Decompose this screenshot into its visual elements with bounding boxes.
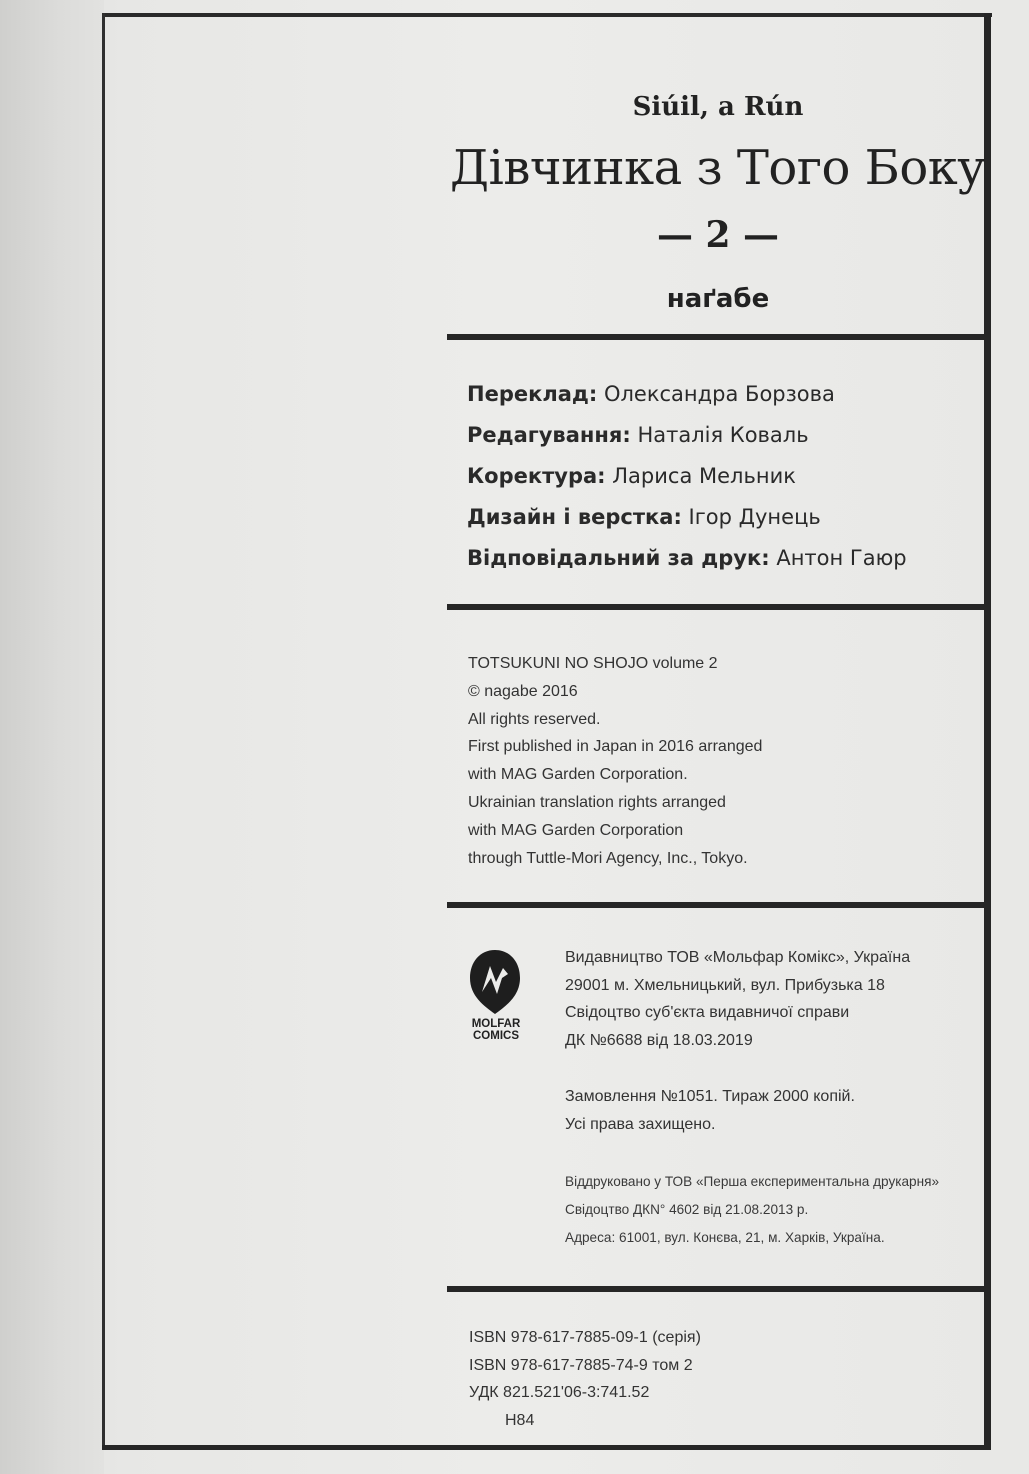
book-subtitle: Siúil, a Rún <box>632 92 804 122</box>
rights-line: Ukrainian translation rights arranged <box>468 793 726 811</box>
author-mark: Н84 <box>505 1411 535 1429</box>
frame-border-right <box>984 13 991 1449</box>
author-name: наґабе <box>666 284 770 314</box>
isbn-block <box>469 1324 869 1434</box>
volume-number: — 2 — <box>656 214 780 256</box>
printer-line: Віддруковано у ТОВ «Перша експериментальна друкарня» <box>565 1174 940 1189</box>
frame-border-top <box>102 13 992 17</box>
order-line: Замовлення №1051. Тираж 2000 копій. <box>565 1088 855 1105</box>
credit-print-manager: Відповідальний за друк: Антон Гаюр <box>467 546 907 570</box>
isbn-volume: ISBN 978-617-7885-74-9 том 2 <box>469 1356 693 1374</box>
book-title: Дівчинка з Того Боку <box>449 140 986 196</box>
publisher-line: 29001 м. Хмельницький, вул. Прибузька 18 <box>565 976 885 994</box>
molfar-lightning-logo-icon <box>468 948 522 1016</box>
publisher-info <box>565 944 975 1054</box>
rights-line: TOTSUKUNI NO SHOJO volume 2 <box>468 655 718 672</box>
frame-border-left <box>102 13 105 1449</box>
publisher-logo <box>468 948 528 1042</box>
page-gutter <box>0 0 104 1474</box>
credit-proofreading: Коректура: Лариса Мельник <box>467 464 796 488</box>
rights-line: with MAG Garden Corporation. <box>468 766 688 784</box>
publisher-line: ДК №6688 від 18.03.2019 <box>565 1031 753 1049</box>
logo-wordmark: MOLFAR COMICS <box>471 1018 521 1042</box>
frame-border-bottom <box>102 1445 991 1450</box>
rights-line: First published in Japan in 2016 arranged <box>468 738 763 756</box>
rights-notice <box>468 650 968 872</box>
publisher-line: Видавництво ТОВ «Мольфар Комікс», Україна <box>565 949 911 966</box>
divider-4 <box>447 1286 988 1292</box>
credit-design: Дизайн і верстка: Ігор Дунець <box>467 505 821 529</box>
divider-3 <box>447 902 988 908</box>
rights-line: © nagabe 2016 <box>468 682 578 700</box>
order-info <box>565 1083 975 1139</box>
rights-line: with MAG Garden Corporation <box>468 821 684 839</box>
udc-code: УДК 821.521'06-3:741.52 <box>469 1384 650 1401</box>
rights-line: All rights reserved. <box>468 710 601 728</box>
divider-1 <box>447 334 988 340</box>
publisher-line: Свідоцтво суб'єкта видавничої справи <box>565 1004 850 1021</box>
printer-line: Свідоцтво ДКN° 4602 від 21.08.2013 р. <box>565 1202 809 1217</box>
credit-editing: Редагування: Наталія Коваль <box>467 423 809 447</box>
order-line: Усі права захищено. <box>565 1116 716 1133</box>
divider-2 <box>447 604 988 610</box>
isbn-series: ISBN 978-617-7885-09-1 (серія) <box>469 1329 701 1346</box>
credits-list <box>467 376 977 581</box>
credit-translation: Переклад: Олександра Борзова <box>467 382 835 406</box>
printer-line: Адреса: 61001, вул. Конєва, 21, м. Харків, Україна. <box>565 1230 885 1245</box>
rights-line: through Tuttle-Mori Agency, Inc., Tokyo. <box>468 849 748 867</box>
printer-info <box>565 1168 981 1252</box>
